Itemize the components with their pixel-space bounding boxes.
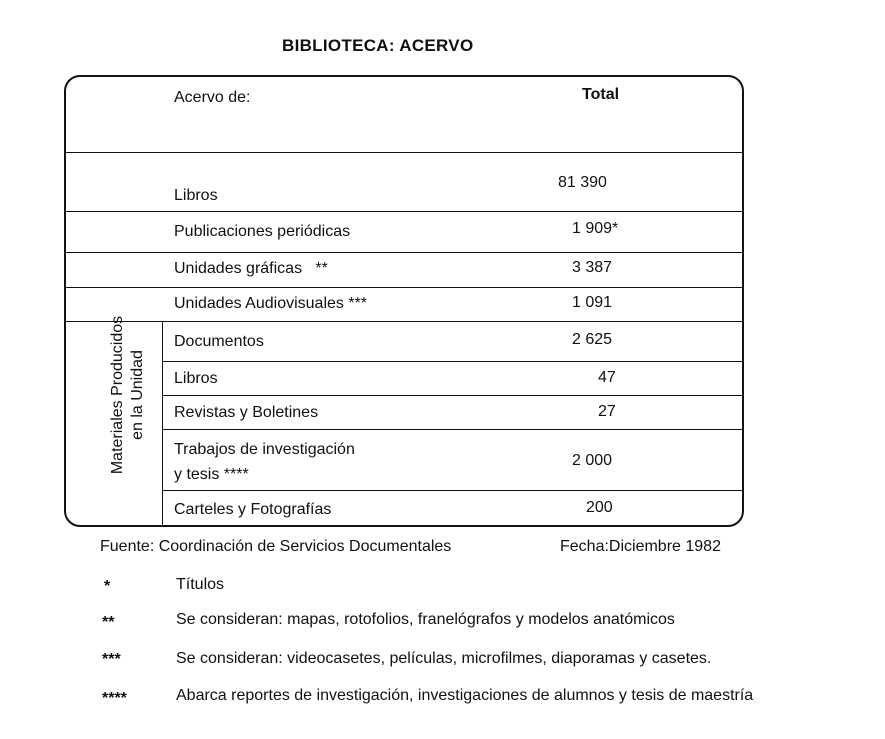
row-divider <box>162 395 744 396</box>
note-text: Títulos <box>176 576 225 593</box>
group-label <box>108 295 148 495</box>
acervo-table <box>64 75 744 527</box>
row-value: 2 625 <box>572 331 613 348</box>
note-text: Abarca reportes de investigación, investigaciones de alumnos y tesis de maestría <box>176 687 754 704</box>
note-mark: * <box>104 578 111 595</box>
row-value: 1 909* <box>572 220 619 237</box>
row-value: 3 387 <box>572 259 613 276</box>
group-label-line1: Materiales Producidos <box>109 315 126 475</box>
row-label: Unidades Audiovisuales *** <box>174 295 368 312</box>
row-divider <box>162 490 744 491</box>
row-label: Libros <box>174 370 218 387</box>
note-text: Se consideran: videocasetes, películas, microfilmes, diaporamas y casetes. <box>176 650 712 667</box>
row-divider <box>66 211 744 212</box>
header-label: Acervo de: <box>174 89 251 106</box>
row-label: Unidades gráficas ** <box>174 260 328 277</box>
row-label: Carteles y Fotografías <box>174 501 332 518</box>
note-mark: **** <box>102 690 127 707</box>
page-title: BIBLIOTECA: ACERVO <box>282 36 474 55</box>
note-mark: ** <box>102 614 115 631</box>
group-divider <box>162 321 163 527</box>
header-total: Total <box>582 86 620 103</box>
row-label: Documentos <box>174 333 264 350</box>
group-label-line2: en la Unidad <box>129 350 146 440</box>
row-value: 1 091 <box>572 294 613 311</box>
source-note: Fuente: Coordinación de Servicios Documentales <box>100 538 452 555</box>
row-value: 81 390 <box>558 174 607 191</box>
row-value: 2 000 <box>572 452 613 469</box>
row-label-line1: Trabajos de investigación <box>174 441 355 458</box>
row-label: Publicaciones periódicas <box>174 223 351 240</box>
note-text: Se consideran: mapas, rotofolios, franelógrafos y modelos anatómicos <box>176 611 675 628</box>
row-value: 200 <box>586 499 613 516</box>
row-divider <box>66 287 744 288</box>
note-mark: *** <box>102 651 121 668</box>
row-value: 47 <box>598 369 616 386</box>
row-divider <box>66 152 744 153</box>
row-divider <box>66 321 744 322</box>
row-label: Libros <box>174 187 218 204</box>
row-divider <box>162 429 744 430</box>
row-divider <box>66 252 744 253</box>
row-value: 27 <box>598 403 616 420</box>
row-label: Revistas y Boletines <box>174 404 319 421</box>
row-label-line2: y tesis **** <box>174 466 249 483</box>
row-divider <box>162 361 744 362</box>
date-note: Fecha:Diciembre 1982 <box>560 538 721 555</box>
